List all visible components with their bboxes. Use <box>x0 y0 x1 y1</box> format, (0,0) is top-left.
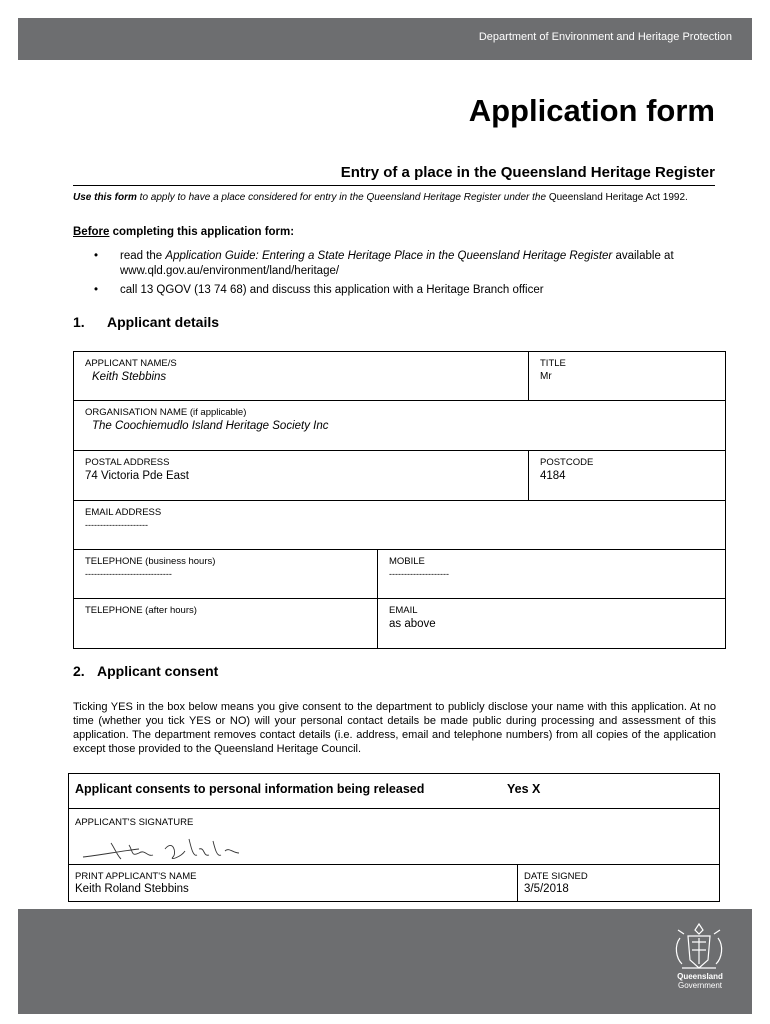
title-cell[interactable] <box>528 351 726 401</box>
before-underlined: Before <box>73 226 110 238</box>
section-title: Applicant details <box>107 314 220 330</box>
field-label: APPLICANT'S SIGNATURE <box>75 817 194 828</box>
email-cell[interactable] <box>377 598 726 649</box>
consent-yes-checkbox[interactable]: Yes X <box>507 782 541 796</box>
email-value: as above <box>389 618 436 630</box>
signature-image <box>81 831 241 867</box>
mobile-value: -------------------- <box>389 569 449 579</box>
logo-line1: Queensland <box>677 972 723 981</box>
intro-text: to apply to have a place considered for entry in the Queensland Heritage Register under the <box>136 192 549 203</box>
field-label: TITLE <box>540 358 566 369</box>
print-name-value: Keith Roland Stebbins <box>75 883 189 895</box>
title-divider <box>73 185 715 186</box>
header-band <box>18 18 752 60</box>
field-label: POSTAL ADDRESS <box>85 457 170 468</box>
page-title: Application form <box>468 93 715 128</box>
guide-title: Application Guide: Entering a State Heritage Place in the Queensland Heritage Register <box>165 250 613 262</box>
logo-line2: Government <box>677 981 723 990</box>
organisation-cell[interactable] <box>73 400 726 451</box>
field-label: APPLICANT NAME/S <box>85 358 177 369</box>
consent-paragraph: Ticking YES in the box below means you give consent to the department to publicly disclose your name with this application. At no time (whether you tick YES or NO) will your personal contact details be made public during processing and assessment of this application. The department removes contact details (i.e. address, email and telephone numbers) from all copies of the application except those provided to the Queensland Heritage Council. <box>73 701 716 755</box>
section-number: 1. <box>73 314 85 330</box>
mobile-cell[interactable] <box>377 549 726 599</box>
before-heading <box>73 226 294 238</box>
consent-row[interactable] <box>68 773 720 809</box>
postal-address-value: 74 Victoria Pde East <box>85 470 189 482</box>
instruction-list <box>94 249 714 302</box>
consent-label: Applicant consents to personal information being released <box>75 782 425 796</box>
queensland-government-logo <box>670 972 730 990</box>
date-signed-cell[interactable] <box>517 864 720 902</box>
field-label: TELEPHONE (business hours) <box>85 556 216 567</box>
section-2-heading <box>73 663 218 679</box>
section-1-heading <box>73 314 219 330</box>
intro-paragraph <box>73 192 713 204</box>
before-rest: completing this application form: <box>109 226 295 238</box>
print-name-cell[interactable] <box>68 864 518 902</box>
applicant-name-value: Keith Stebbins <box>92 371 167 383</box>
field-label: PRINT APPLICANT'S NAME <box>75 871 197 882</box>
section-title: Applicant consent <box>97 663 219 679</box>
email-address-cell[interactable] <box>73 500 726 550</box>
date-signed-value: 3/5/2018 <box>524 883 569 895</box>
field-label: EMAIL ADDRESS <box>85 507 162 518</box>
organisation-value: The Coochiemudlo Island Heritage Society Inc <box>92 420 329 432</box>
field-label: MOBILE <box>389 556 425 567</box>
page-subtitle: Entry of a place in the Queensland Heritage Register <box>340 164 715 181</box>
postcode-cell[interactable] <box>528 450 726 501</box>
intro-lead: Use this form <box>73 192 137 203</box>
list-item <box>94 249 714 279</box>
title-value: Mr <box>540 371 552 382</box>
bullet2-text: call 13 QGOV (13 74 68) and discuss this application with a Heritage Branch officer <box>120 284 544 296</box>
signature-cell[interactable] <box>68 808 720 865</box>
field-label: EMAIL <box>389 605 418 616</box>
field-label: DATE SIGNED <box>524 871 588 882</box>
telephone-after-cell[interactable] <box>73 598 378 649</box>
field-label: ORGANISATION NAME (if applicable) <box>85 407 247 418</box>
bullet1-suffix: available at www.qld.gov.au/environment/land/heritage/ <box>120 250 674 277</box>
telephone-business-value: ----------------------------- <box>85 569 172 579</box>
postal-address-cell[interactable] <box>73 450 529 501</box>
email-address-value: --------------------- <box>85 520 148 530</box>
footer-band <box>18 909 752 1014</box>
telephone-business-cell[interactable] <box>73 549 378 599</box>
bullet1-prefix: read the <box>120 250 166 262</box>
field-label: POSTCODE <box>540 457 594 468</box>
applicant-name-cell[interactable] <box>73 351 529 401</box>
list-item <box>94 283 714 298</box>
postcode-value: 4184 <box>540 470 566 482</box>
field-label: TELEPHONE (after hours) <box>85 605 197 616</box>
section-number: 2. <box>73 663 85 679</box>
intro-act: Queensland Heritage Act 1992. <box>548 192 688 203</box>
department-name: Department of Environment and Heritage Protection <box>478 31 732 43</box>
